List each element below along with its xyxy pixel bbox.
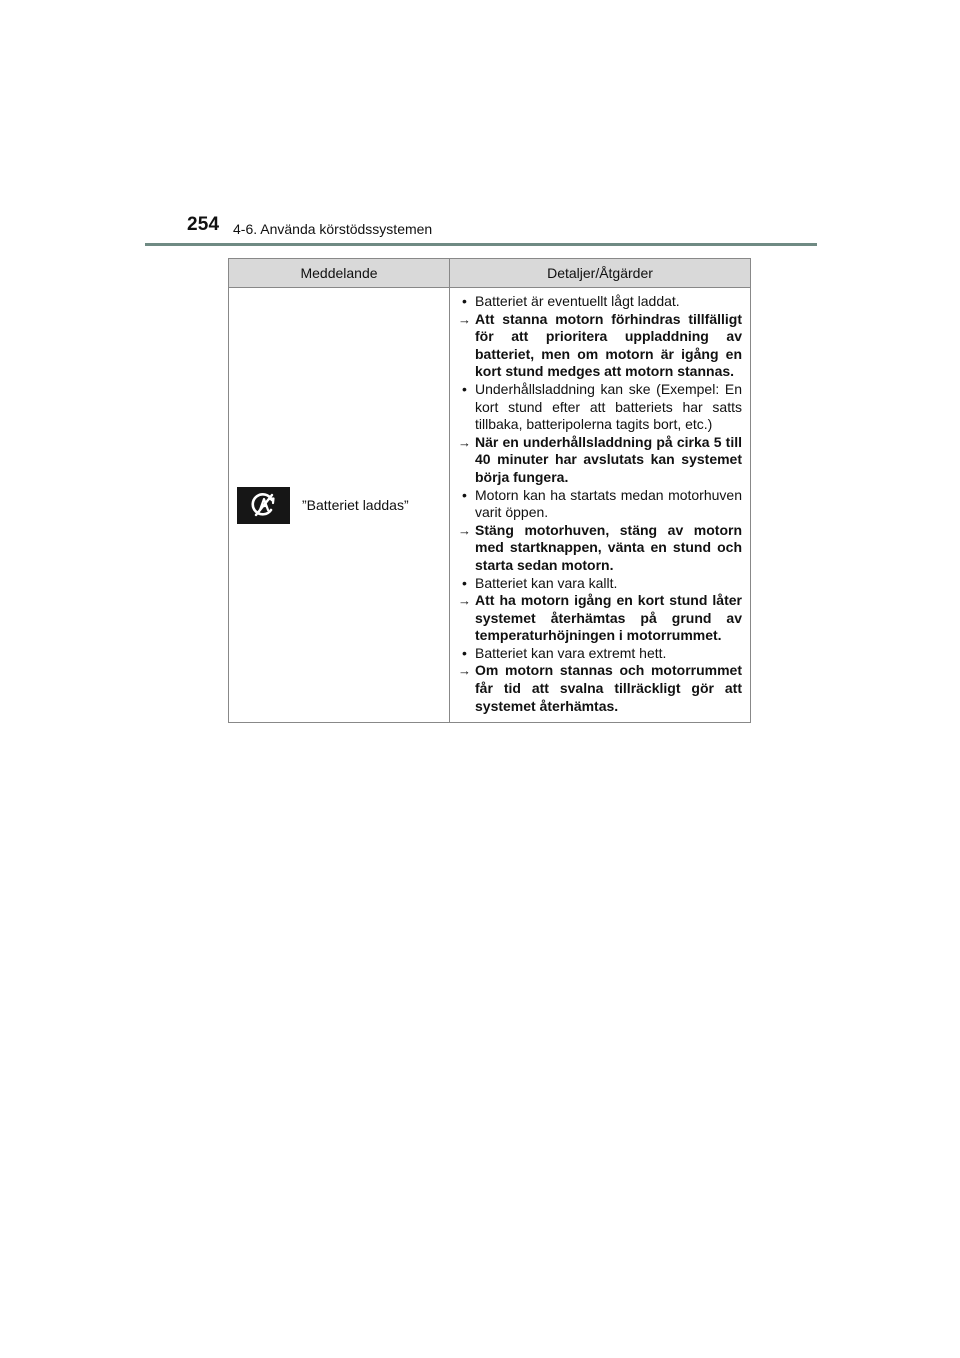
message-text: ”Batteriet laddas” bbox=[302, 497, 409, 514]
detail-text: Stäng motorhuven, stäng av motorn med startknappen, vänta en stund och starta sedan motorn. bbox=[475, 521, 742, 573]
column-header-message: Meddelande bbox=[229, 259, 450, 288]
table-row bbox=[229, 288, 751, 723]
bullet-icon: • bbox=[462, 486, 467, 503]
details-list bbox=[450, 288, 750, 722]
bullet-icon: • bbox=[462, 574, 467, 591]
section-title: 4-6. Använda körstödssystemen bbox=[233, 221, 433, 237]
action-item bbox=[458, 592, 742, 645]
detail-text: Att stanna motorn förhindras tillfälligt för att prioritera uppladdning av batteriet, men om motorn är igång en kort stund medges att motorn stannas. bbox=[475, 310, 742, 380]
action-item bbox=[458, 522, 742, 575]
bullet-icon: • bbox=[462, 380, 467, 397]
action-item bbox=[458, 662, 742, 715]
detail-text: Underhållsladdning kan ske (Exempel: En kort stund efter att batteriets har satts tillbaka, batteripolerna tagits bort, etc.) bbox=[475, 380, 742, 433]
message-cell bbox=[229, 288, 450, 723]
detail-text: Batteriet kan vara extremt hett. bbox=[475, 644, 667, 661]
arrow-icon: → bbox=[458, 522, 471, 538]
cause-item bbox=[458, 293, 742, 311]
header-divider bbox=[145, 243, 817, 246]
arrow-icon: → bbox=[458, 311, 471, 327]
arrow-icon: → bbox=[458, 434, 471, 450]
action-item bbox=[458, 434, 742, 487]
cause-item bbox=[458, 645, 742, 663]
detail-text: Att ha motorn igång en kort stund låter systemet återhämtas på grund av temperaturhöjningen i motorrummet. bbox=[475, 592, 742, 644]
detail-text: Batteriet är eventuellt lågt laddat. bbox=[475, 293, 680, 309]
detail-text: När en underhållsladdning på cirka 5 till 40 minuter har avslutats kan systemet börja fungera. bbox=[475, 433, 742, 485]
cause-item bbox=[458, 487, 742, 522]
action-item bbox=[458, 311, 742, 381]
page-number: 254 bbox=[187, 214, 220, 235]
detail-text: Batteriet kan vara kallt. bbox=[475, 574, 618, 591]
detail-text: Motorn kan ha startats medan motorhuven varit öppen. bbox=[475, 486, 742, 521]
cause-item bbox=[458, 381, 742, 434]
details-cell bbox=[450, 288, 751, 723]
cause-item bbox=[458, 575, 742, 593]
bullet-icon: • bbox=[462, 644, 467, 661]
arrow-icon: → bbox=[458, 663, 471, 679]
bullet-icon: • bbox=[462, 293, 467, 309]
arrow-icon: → bbox=[458, 593, 471, 609]
table-header-row bbox=[229, 259, 751, 288]
detail-text: Om motorn stannas och motorrummet får tid att svalna tillräckligt gör att systemet återhämtas. bbox=[475, 662, 742, 714]
column-header-details: Detaljer/Åtgärder bbox=[450, 259, 751, 288]
battery-charging-warning-icon bbox=[237, 487, 290, 524]
message-table bbox=[228, 258, 751, 723]
